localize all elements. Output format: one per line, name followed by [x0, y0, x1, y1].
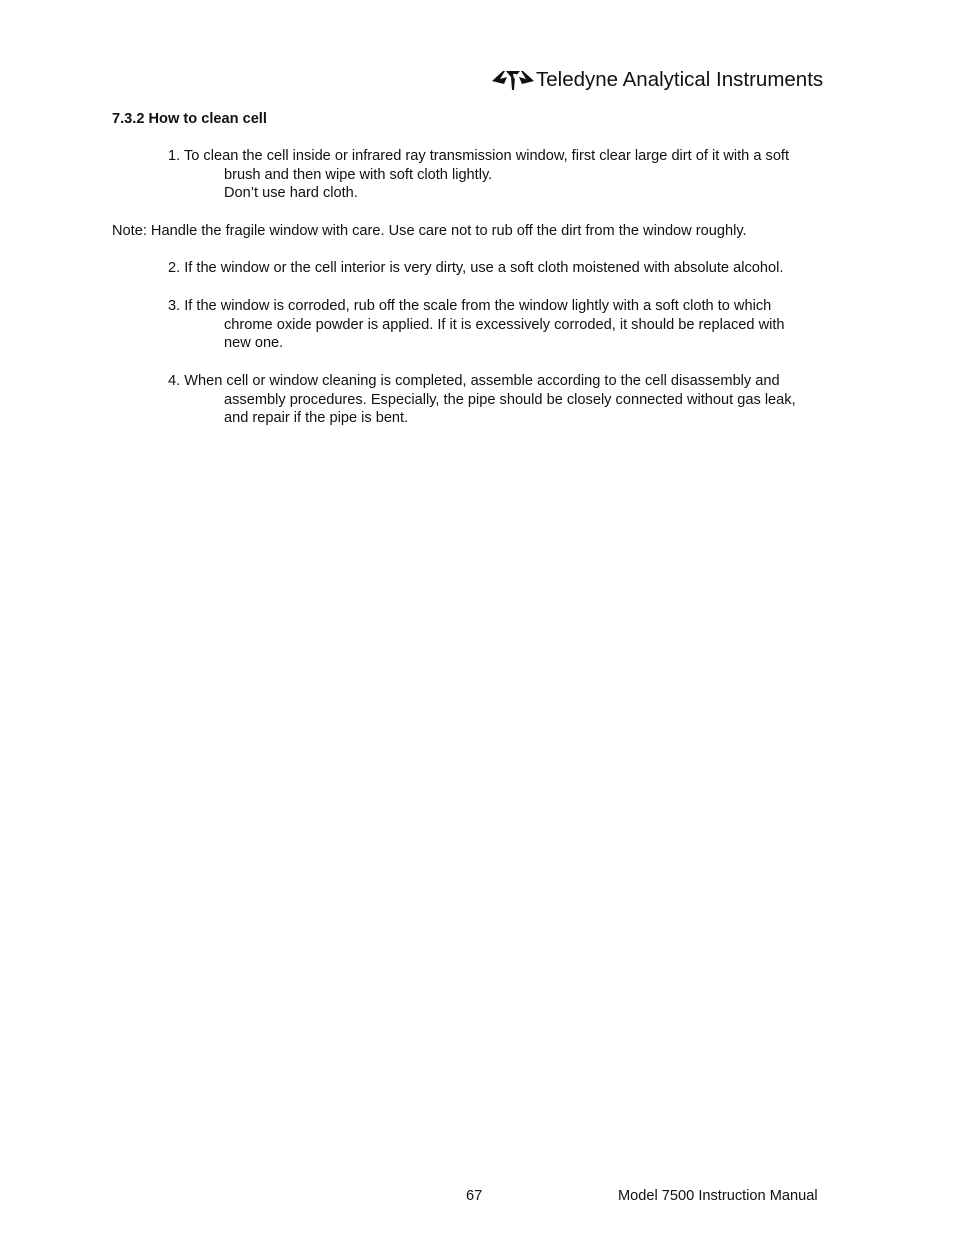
manual-title: Model 7500 Instruction Manual	[618, 1188, 818, 1204]
list-item-text: 3. If the window is corroded, rub off the scale from the window lightly with a soft cloth to which	[168, 298, 772, 314]
list-item-continuation: assembly procedures. Especially, the pipe should be closely connected without gas leak,	[224, 391, 796, 408]
list-item-1	[168, 147, 844, 203]
brand-name: Teledyne Analytical Instruments	[536, 68, 824, 91]
list-item-3	[168, 297, 844, 353]
page-header	[492, 66, 823, 94]
teledyne-logo-icon	[492, 68, 534, 92]
list-item-continuation: new one.	[224, 335, 284, 352]
section-title: 7.3.2 How to clean cell	[112, 111, 267, 127]
list-item-continuation: chrome oxide powder is applied. If it is excessively corroded, it should be replaced with	[224, 316, 785, 333]
list-item-4	[168, 372, 844, 428]
list-item-continuation: and repair if the pipe is bent.	[224, 410, 409, 427]
list-item-2	[168, 259, 844, 278]
list-item-text: 1. To clean the cell inside or infrared ray transmission window, first clear large dirt of it with a soft	[168, 148, 790, 164]
list-item-text: 2. If the window or the cell interior is very dirty, use a soft cloth moistened with absolute alcohol.	[168, 260, 784, 276]
note-text: Note: Handle the fragile window with care. Use care not to rub off the dirt from the window roughly.	[112, 223, 747, 239]
list-item-continuation: Don’t use hard cloth.	[224, 185, 358, 202]
list-item-continuation: brush and then wipe with soft cloth lightly.	[224, 166, 493, 183]
page-number: 67	[466, 1188, 483, 1204]
list-item-text: 4. When cell or window cleaning is completed, assemble according to the cell disassembly and	[168, 373, 780, 389]
